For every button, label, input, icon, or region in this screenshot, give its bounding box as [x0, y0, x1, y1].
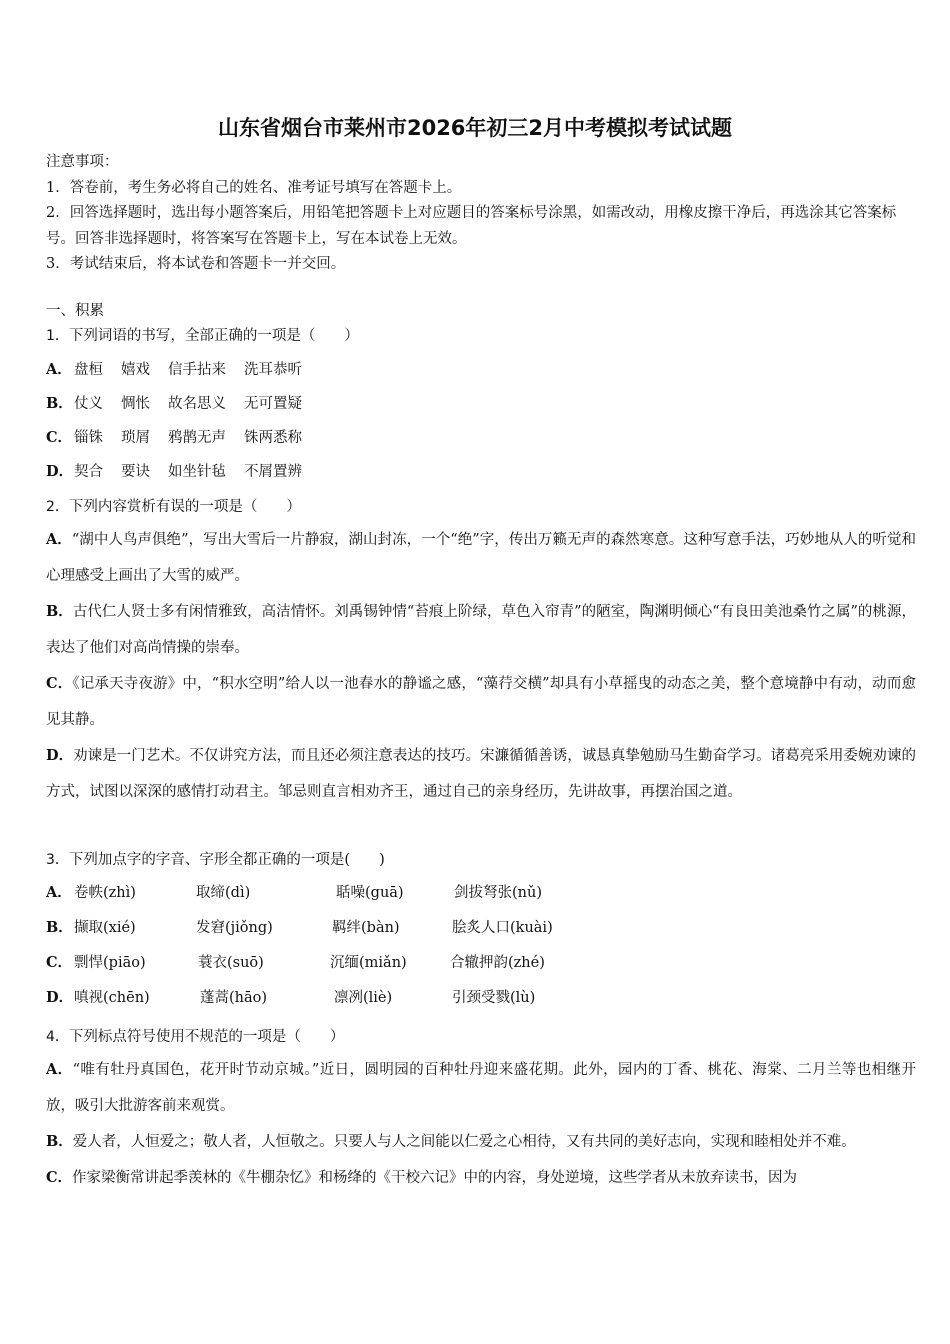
q1-option-c: C． 锱铢 琐屑 鸦鹊无声 铢两悉称 [46, 429, 302, 446]
question-4-stem: 4．下列标点符号使用不规范的一项是（ ） [46, 1029, 345, 1045]
q2-option-b: B．古代仁人贤士多有闲情雅致，高洁情怀。刘禹锡钟情“苔痕上阶绿，草色入帘青”的陋室，陶渊明倾心“有良田美池桑竹之属”的桃源，表达了他们对高尚情操的崇奉。 [46, 603, 916, 656]
q3-option-c: C． 剽悍(piāo) 蓑衣(suō) 沉缅(miǎn) 合辙押韵(zhé) [46, 954, 545, 971]
q3-option-a: A． 卷帙(zhì) 取缔(dì) 聒噪(guā) 剑拔弩张(nǔ) [46, 884, 542, 901]
q3-option-d: D． 嗔视(chēn) 蓬蒿(hāo) 凛冽(liè) 引颈受戮(lù) [46, 989, 536, 1006]
q2-option-d: D．劝谏是一门艺术。不仅讲究方法，而且还必须注意表达的技巧。宋濂循循善诱，诚恳真挚勉励马生勤奋学习。诸葛亮采用委婉劝谏的方式，试图以深深的感情打动君主。邹忌则直言相劝齐王，通过自己的亲身经历，先讲故事，再摆治国之道。 [46, 747, 916, 800]
page-title: 山东省烟台市莱州市2026年初三2月中考模拟考试试题 [217, 116, 733, 140]
question-1-block [46, 299, 916, 489]
q1-option-d: D． 契合 要诀 如坐针毡 不屑置辨 [46, 463, 302, 480]
question-2-stem: 2．下列内容赏析有误的一项是（ ） [46, 499, 301, 515]
question-2-block [46, 492, 916, 810]
q4-option-a: A．“唯有牡丹真国色，花开时节动京城。”近日，圆明园的百种牡丹迎来盛花期。此外，园内的丁香、桃花、海棠、二月兰等也相继开放，吸引大批游客前来观赏。 [46, 1061, 916, 1114]
notice-block [46, 150, 916, 278]
q4-option-c: C．作家梁衡常讲起季羡林的《牛棚杂忆》和杨绛的《干校六记》中的内容，身处逆境，这些学者从未放弃读书，因为 [46, 1169, 798, 1186]
question-number: 1． [46, 328, 69, 344]
question-1-stem: 1．下列词语的书写，全部正确的一项是（ ） [46, 328, 359, 344]
question-3-block [46, 845, 916, 1015]
notice-item-3: 3．考试结束后，将本试卷和答题卡一并交回。 [46, 256, 346, 272]
notice-item-1: 1．答卷前，考生务必将自己的姓名、准考证号填写在答题卡上。 [46, 179, 462, 196]
question-3-stem: 3．下列加点字的字音、字形全都正确的一项是( ) [46, 852, 385, 868]
question-4-block [46, 1022, 916, 1196]
q2-option-c: C．《记承天寺夜游》中，“积水空明”给人以一池春水的静谧之感，“藻荇交横”却具有小草摇曳的动态之美，整个意境静中有动，动而愈见其静。 [46, 675, 916, 728]
q1-option-b: B． 仗义 惆怅 故名思义 无可置疑 [46, 395, 302, 412]
q3-option-b: B． 撷取(xié) 发窘(jiǒng) 羁绊(bàn) 脍炙人口(kuài) [46, 919, 553, 936]
section-heading: 一、积累 [46, 303, 104, 319]
notice-heading: 注意事项： [46, 154, 119, 170]
q1-option-a: A． 盘桓 嬉戏 信手拈来 洗耳恭听 [46, 361, 302, 378]
notice-item-2: 2．回答选择题时，选出每小题答案后，用铅笔把答题卡上对应题目的答案标号涂黑，如需改动，用橡皮擦干净后，再选涂其它答案标号。回答非选择题时，将答案写在答题卡上，写在本试卷上无效。 [46, 205, 897, 247]
q2-option-a: A．“湖中人鸟声俱绝”，写出大雪后一片静寂，湖山封冻，一个“绝”字，传出万籁无声的森然寒意。这种写意手法，巧妙地从人的听觉和心理感受上画出了大雪的威严。 [46, 531, 916, 584]
q4-option-b: B．爱人者，人恒爱之；敬人者，人恒敬之。只要人与人之间能以仁爱之心相待，又有共同的美好志向，实现和睦相处并不难。 [46, 1133, 856, 1150]
